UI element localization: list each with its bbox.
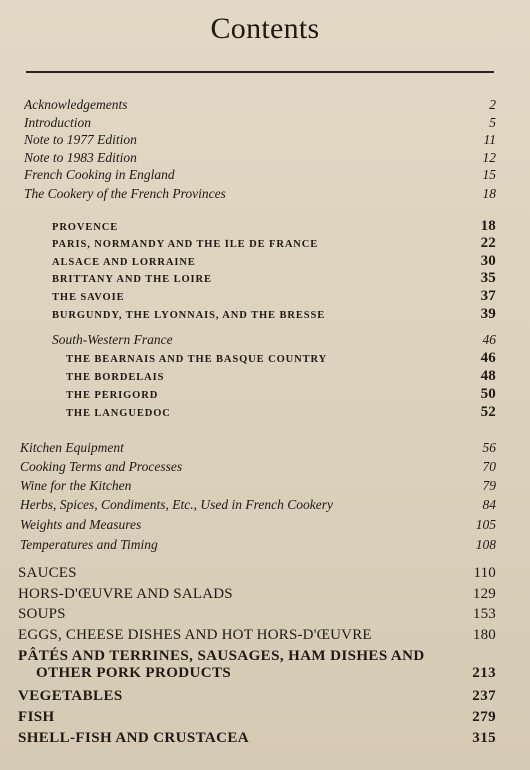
toc-chapter-label: EGGS, CHEESE DISHES AND HOT HORS-D'ŒUVRE — [18, 627, 372, 643]
toc-entry-label: Temperatures and Timing — [20, 537, 158, 552]
toc-subentry-page: 18 — [480, 218, 496, 234]
toc-entry-page: 2 — [489, 97, 496, 112]
toc-entry-page: 12 — [482, 150, 496, 165]
toc-entry-page: 15 — [482, 167, 496, 182]
toc-chapter-page: 110 — [473, 565, 496, 581]
toc-chapter — [18, 565, 496, 582]
toc-entry-label: French Cooking in England — [24, 167, 175, 182]
toc-chapter — [18, 709, 496, 726]
toc-subentry — [52, 270, 496, 287]
toc-chapter-label: VEGETABLES — [18, 688, 123, 704]
toc-subentry — [52, 218, 496, 235]
toc-chapter-page: 153 — [472, 606, 496, 622]
toc-subentry-page: 50 — [480, 386, 496, 402]
toc-subentry-label: ALSACE AND LORRAINE — [52, 257, 196, 268]
toc-chapter-label-line2: OTHER PORK PRODUCTS — [36, 665, 232, 681]
toc-subentry — [52, 306, 496, 323]
toc-entry-page: 18 — [482, 186, 496, 201]
toc-chapter-label: HORS-D'ŒUVRE AND SALADS — [18, 586, 233, 602]
toc-entry-page: 108 — [475, 537, 496, 552]
toc-entry-label: Note to 1983 Edition — [24, 150, 137, 165]
toc-subentry — [66, 404, 496, 421]
toc-entry-label: Herbs, Spices, Condiments, Etc., Used in French Cookery — [20, 497, 333, 512]
toc-entry — [20, 440, 496, 456]
toc-chapter — [18, 627, 496, 644]
toc-subentry-page: 39 — [480, 306, 496, 322]
toc-subentry-label: THE BORDELAIS — [66, 372, 165, 383]
toc-subentry-page: 52 — [480, 404, 496, 420]
toc-subentry-label: THE LANGUEDOC — [66, 408, 171, 419]
toc-chapter-page: 213 — [472, 665, 496, 681]
toc-subentry-page: 22 — [480, 235, 496, 251]
toc-entry-page: 70 — [482, 459, 496, 474]
toc-chapter-label: FISH — [18, 709, 55, 725]
toc-chapter-page: 129 — [472, 586, 496, 602]
toc-chapter-line2 — [18, 665, 496, 682]
toc-chapter-label: SOUPS — [18, 606, 66, 622]
toc-subentry-page: 48 — [480, 368, 496, 384]
toc-entry — [24, 167, 496, 183]
toc-entry — [20, 497, 496, 513]
toc-entry-page: 5 — [489, 115, 496, 130]
toc-entry — [24, 97, 496, 113]
toc-entry — [24, 186, 496, 202]
toc-entry-label: Acknowledgements — [24, 97, 128, 112]
toc-entry-label: Cooking Terms and Processes — [20, 459, 183, 474]
toc-entry — [20, 537, 496, 553]
toc-subentry-page: 37 — [480, 288, 496, 304]
page-title: Contents — [210, 12, 320, 45]
toc-subentry — [66, 386, 496, 403]
toc-entry-label: Wine for the Kitchen — [20, 478, 132, 493]
toc-subentry-label: THE PÉRIGORD — [66, 390, 159, 401]
toc-subentry-label: THE BÉARNAIS AND THE BASQUE COUNTRY — [66, 354, 328, 365]
toc-chapter — [18, 586, 496, 603]
toc-subentry-label: BRITTANY AND THE LOIRE — [52, 274, 212, 285]
toc-chapter-label-line1: PÂTÉS AND TERRINES, SAUSAGES, HAM DISHES AND — [18, 648, 425, 664]
toc-entry-page: 56 — [482, 440, 496, 455]
toc-chapter-page: 180 — [472, 627, 496, 643]
toc-subentry-page: 46 — [480, 350, 496, 366]
toc-entry — [20, 478, 496, 494]
toc-chapter-label: SHELL-FISH AND CRUSTACEA — [18, 730, 250, 746]
toc-chapter-label: SAUCES — [18, 565, 77, 581]
toc-entry-label: Note to 1977 Edition — [24, 132, 137, 147]
toc-entry-label: Weights and Measures — [20, 517, 142, 532]
toc-subentry-label: PROVENCE — [52, 222, 119, 233]
toc-chapter-page: 315 — [472, 730, 496, 746]
toc-subentry-page: 35 — [480, 270, 496, 286]
toc-entry-label: Introduction — [24, 115, 91, 130]
toc-entry-page: 11 — [483, 132, 496, 147]
toc-entry — [20, 459, 496, 475]
toc-subheading-page: 46 — [482, 332, 496, 347]
toc-chapter — [18, 606, 496, 623]
toc-subentry — [52, 288, 496, 305]
toc-subentry — [66, 350, 496, 367]
toc-subheading — [52, 332, 496, 348]
toc-subentry-label: BURGUNDY, THE LYONNAIS, AND THE BRESSE — [52, 310, 326, 321]
toc-entry — [24, 115, 496, 131]
toc-chapter-multiline — [18, 648, 496, 682]
toc-chapter — [18, 688, 496, 705]
toc-chapter-page: 279 — [472, 709, 496, 725]
toc-entry-page: 84 — [482, 497, 496, 512]
toc-entry-page: 105 — [475, 517, 496, 532]
toc-subheading-label: South-Western France — [52, 332, 173, 347]
toc-chapter-page: 237 — [472, 688, 496, 704]
toc-entry — [24, 132, 496, 148]
toc-entry — [24, 150, 496, 166]
title-rule — [26, 71, 494, 73]
toc-subentry — [66, 368, 496, 385]
toc-subentry-label: PARIS, NORMANDY AND THE ÎLE DE FRANCE — [52, 239, 319, 250]
toc-entry — [20, 517, 496, 533]
toc-subentry-label: THE SAVOIE — [52, 292, 125, 303]
toc-entry-label: The Cookery of the French Provinces — [24, 186, 226, 201]
toc-subentry — [52, 235, 496, 252]
toc-entry-page: 79 — [482, 478, 496, 493]
toc-chapter — [18, 730, 496, 747]
toc-subentry-page: 30 — [480, 253, 496, 269]
toc-entry-label: Kitchen Equipment — [20, 440, 124, 455]
toc-subentry — [52, 253, 496, 270]
